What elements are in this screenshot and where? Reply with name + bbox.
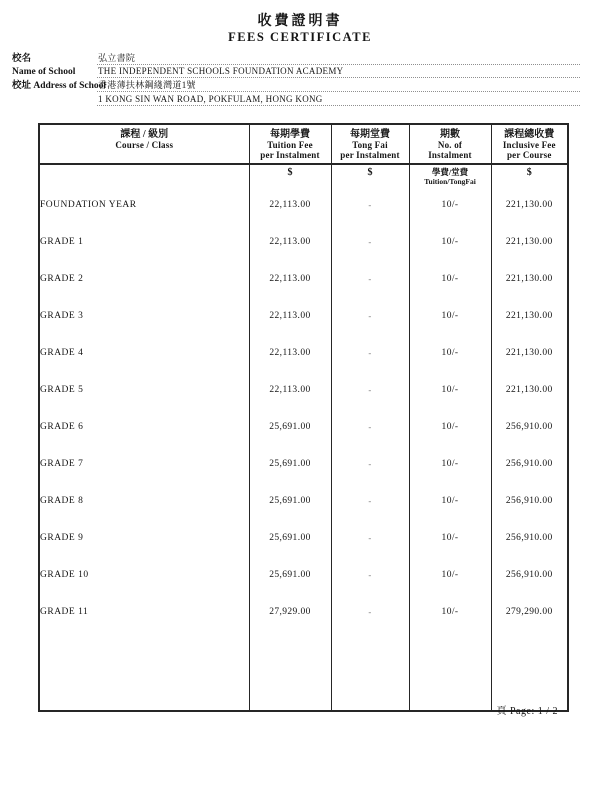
course-name: GRADE 2 [40,274,84,284]
header-inclusive-zh: 課程總收費 [504,129,555,140]
header-tuition-en1: Tuition Fee [267,140,313,150]
school-name-en-row [12,65,580,79]
tong-fai-value: - [331,348,409,385]
tuition-dollar-sign: $ [287,167,293,178]
header-inclusive-fee [491,124,568,164]
subheader-tongfai-unit [331,164,409,200]
course-name: GRADE 10 [40,570,89,580]
header-tuition-en2: per Instalment [260,150,320,160]
header-tuition-fee [249,124,331,164]
instalments-value: 10/- [409,200,491,237]
school-name-en-label: Name of School [12,67,76,78]
tong-fai-value: - [331,385,409,422]
course-name: GRADE 5 [40,385,84,395]
school-name-en-value: THE INDEPENDENT SCHOOLS FOUNDATION ACADEMY [97,66,580,78]
subheader-inclusive-unit [491,164,568,200]
instalments-value: 10/- [409,570,491,607]
tong-fai-value: - [331,311,409,348]
tuition-fee-value: 25,691.00 [249,459,331,496]
table-row [39,200,568,237]
table-row [39,496,568,533]
instalments-value: 10/- [409,459,491,496]
table-row [39,348,568,385]
tuition-fee-value: 22,113.00 [249,385,331,422]
page-number: 頁 Page: 1 / 2 [496,706,558,717]
school-address-zh-value: 香港薄扶林鋼綫灣道1號 [97,80,580,92]
instalments-value: 10/- [409,385,491,422]
school-name-zh-label: 校名 [12,53,32,64]
inclusive-fee-value: 256,910.00 [491,459,568,496]
header-no-of-instalment [409,124,491,164]
header-tong-fai [331,124,409,164]
instalments-value: 10/- [409,237,491,274]
subheader-instalments-unit [409,164,491,200]
tongfai-dollar-sign: $ [367,167,373,178]
filler-cell [331,644,409,711]
tong-fai-value: - [331,422,409,459]
course-name: GRADE 6 [40,422,84,432]
tuition-fee-value: 22,113.00 [249,237,331,274]
inclusive-fee-value: 256,910.00 [491,422,568,459]
inclusive-dollar-sign: $ [526,167,532,178]
table-row [39,607,568,644]
subheader-tuition-unit [249,164,331,200]
table-row [39,570,568,607]
tong-fai-value: - [331,533,409,570]
school-address-en-value: 1 KONG SIN WAN ROAD, POKFULAM, HONG KONG [97,94,580,106]
school-address-label: 校址 Address of School [12,81,107,92]
header-instalments-en2: Instalment [428,150,472,160]
instalments-value: 10/- [409,311,491,348]
tuition-fee-value: 25,691.00 [249,422,331,459]
header-instalments-zh: 期數 [440,129,460,140]
title-chinese: 收費證明書 [257,14,343,29]
tuition-fee-value: 22,113.00 [249,311,331,348]
instalments-value: 10/- [409,274,491,311]
tong-fai-value: - [331,237,409,274]
subheader-course-empty [39,164,249,200]
tuition-fee-value: 22,113.00 [249,348,331,385]
tong-fai-value: - [331,200,409,237]
course-name: GRADE 8 [40,496,84,506]
header-inclusive-en2: per Course [506,150,552,160]
header-course-en: Course / Class [115,140,174,150]
inclusive-fee-value: 221,130.00 [491,311,568,348]
table-row [39,422,568,459]
tuition-fee-value: 25,691.00 [249,570,331,607]
header-tongfai-zh: 每期堂費 [350,129,390,140]
instalments-value: 10/- [409,422,491,459]
filler-cell [249,644,331,711]
tong-fai-value: - [331,607,409,644]
header-inclusive-en1: Inclusive Fee [502,140,556,150]
course-name: GRADE 4 [40,348,84,358]
inclusive-fee-value: 221,130.00 [491,274,568,311]
header-tuition-zh: 每期學費 [270,129,310,140]
header-course-class [39,124,249,164]
filler-cell [491,644,568,711]
table-row [39,237,568,274]
header-tongfai-en1: Tong Fai [352,140,388,150]
instalments-unit-en: Tuition/TongFai [424,177,476,186]
tuition-fee-value: 22,113.00 [249,200,331,237]
school-name-zh-row [12,51,580,65]
filler-cell [409,644,491,711]
tuition-fee-value: 25,691.00 [249,533,331,570]
table-header-row [39,124,568,164]
inclusive-fee-value: 279,290.00 [491,607,568,644]
filler-cell [39,644,249,711]
inclusive-fee-value: 256,910.00 [491,496,568,533]
table-filler-row [39,644,568,711]
header-instalments-en1: No. of [437,140,463,150]
inclusive-fee-value: 221,130.00 [491,348,568,385]
inclusive-fee-value: 221,130.00 [491,237,568,274]
tong-fai-value: - [331,274,409,311]
tuition-fee-value: 22,113.00 [249,274,331,311]
tong-fai-value: - [331,496,409,533]
course-name: GRADE 11 [40,607,89,617]
school-address-en-row [12,92,580,106]
school-info-section [12,51,580,106]
table-row [39,533,568,570]
instalments-value: 10/- [409,348,491,385]
title-english: FEES CERTIFICATE [228,30,372,44]
table-row [39,274,568,311]
tuition-fee-value: 27,929.00 [249,607,331,644]
table-row [39,459,568,496]
inclusive-fee-value: 221,130.00 [491,200,568,237]
fees-table [38,123,569,712]
inclusive-fee-value: 256,910.00 [491,533,568,570]
header-course-zh: 課程 / 級別 [120,129,169,140]
inclusive-fee-value: 221,130.00 [491,385,568,422]
course-name: GRADE 3 [40,311,84,321]
course-name: FOUNDATION YEAR [40,200,137,210]
school-address-zh-row [12,78,580,92]
instalments-unit-zh: 學費/堂費 [431,167,469,177]
tong-fai-value: - [331,570,409,607]
table-row [39,385,568,422]
course-name: GRADE 9 [40,533,84,543]
course-name: GRADE 1 [40,237,84,247]
school-name-zh-value: 弘立書院 [97,53,580,65]
instalments-value: 10/- [409,533,491,570]
tong-fai-value: - [331,459,409,496]
table-subheader-row [39,164,568,200]
header-tongfai-en2: per Instalment [340,150,400,160]
instalments-value: 10/- [409,496,491,533]
instalments-value: 10/- [409,607,491,644]
inclusive-fee-value: 256,910.00 [491,570,568,607]
course-name: GRADE 7 [40,459,84,469]
tuition-fee-value: 25,691.00 [249,496,331,533]
document-title [0,13,600,45]
table-row [39,311,568,348]
